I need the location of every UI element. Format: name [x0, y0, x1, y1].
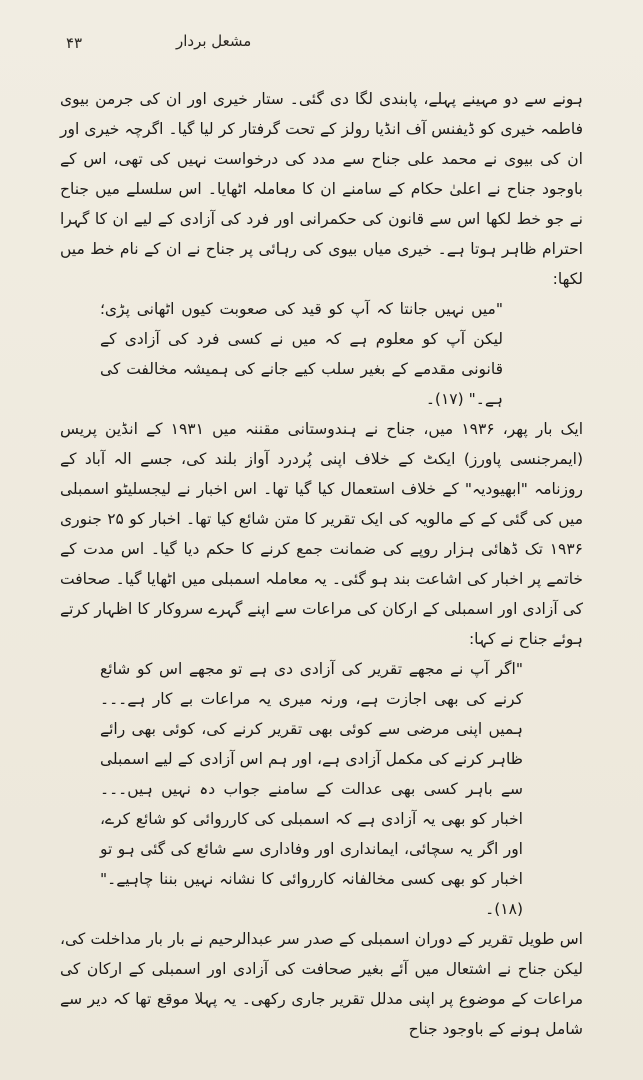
paragraph: ہونے سے دو مہینے پہلے، پابندی لگا دی گئی۔ ستار خیری اور ان کی جرمن بیوی فاطمہ خیری کو ڈیفنس آف انڈیا رولز کے تحت گرفتار کر لیا گیا۔ اگرچہ خیری اور ان کی بیوی نے محمد علی جناح سے مدد کی درخواست نہیں کی تھی، اس کے باوجود جناح نے اعلیٰ حکام کے سامنے ان کا معاملہ اٹھایا۔ اس سلسلے میں جناح نے جو خط لکھا اس سے قانون کی حکمرانی اور فرد کی آزادی کے لیے ان کا گہرا احترام ظاہر ہوتا ہے۔ خیری میاں بیوی کی رہائی پر جناح نے ان کے نام خط میں لکھا:	[60, 90, 583, 288]
quotation: "اگر آپ نے مجھے تقریر کی آزادی دی ہے تو مجھے اس کو شائع کرنے کی بھی اجازت ہے، ورنہ میری یہ مراعات بے کار ہے۔۔۔ ہمیں اپنی مرضی سے کوئی بھی تقریر کرنے کی، کوئی بھی رائے ظاہر کرنے کی مکمل آزادی ہے، اور ہم اس آزادی کے لیے اسمبلی سے باہر کسی بھی عدالت کے سامنے جواب دہ نہیں ہیں۔۔۔ اخبار کو بھی یہ آزادی ہے کہ اسمبلی کی کارروائی کو شائع کرے، اور اگر یہ سچائی، ایمانداری اور وفاداری سے شائع کی گئی ہو تو اخبار کو بھی کسی مخالفانہ کارروائی کا نشانہ نہیں بننا چاہیے۔" (۱۸)۔	[100, 660, 523, 918]
page-header	[56, 28, 583, 64]
quotation: "میں نہیں جانتا کہ آپ کو قید کی صعوبت کیوں اٹھانی پڑی؛ لیکن آپ کو معلوم ہے کہ میں نے کسی فرد کی آزادی کے قانونی مقدمے کے بغیر سلب کیے جانے کی ہمیشہ مخالفت کی ہے۔" (۱۷)۔	[100, 300, 503, 408]
paragraph: اس طویل تقریر کے دوران اسمبلی کے صدر سر عبدالرحیم نے بار بار مداخلت کی، لیکن جناح نے اشتعال میں آئے بغیر صحافت کی آزادی اور اسمبلی کے ارکان کی مراعات کے موضوع پر اپنی مدلل تقریر جاری رکھی۔ یہ پہلا موقع تھا کہ دیر سے شامل ہونے کے باوجود جناح	[60, 930, 583, 1038]
running-title: مشعل بردار	[176, 32, 252, 50]
paragraph: ایک بار پھر، ۱۹۳۶ میں، جناح نے ہندوستانی مقننہ میں ۱۹۳۱ کے انڈین پریس (ایمرجنسی پاورز) ایکٹ کے خلاف اپنی پُردرد آواز بلند کی، جسے الہ آباد کے روزنامہ "ابھیودیہ" کے خلاف استعمال کیا گیا تھا۔ اس اخبار نے لیجسلیٹو اسمبلی میں کی گئی کے کے مالویہ کی ایک تقریر کا متن شائع کیا تھا۔ اخبار کو ۲۵ جنوری ۱۹۳۶ تک ڈھائی ہزار روپے کی ضمانت جمع کرنے کا حکم دیا گیا۔ اس مدت کے خاتمے پر اخبار کی اشاعت بند ہو گئی۔ یہ معاملہ اسمبلی میں اٹھایا گیا۔ صحافت کی آزادی اور اسمبلی کے ارکان کی مراعات سے اپنے گہرے سروکار کا اظہار کرتے ہوئے جناح نے کہا:	[60, 420, 584, 648]
page-number: ۴۳	[66, 34, 83, 52]
page-body	[60, 84, 583, 1044]
